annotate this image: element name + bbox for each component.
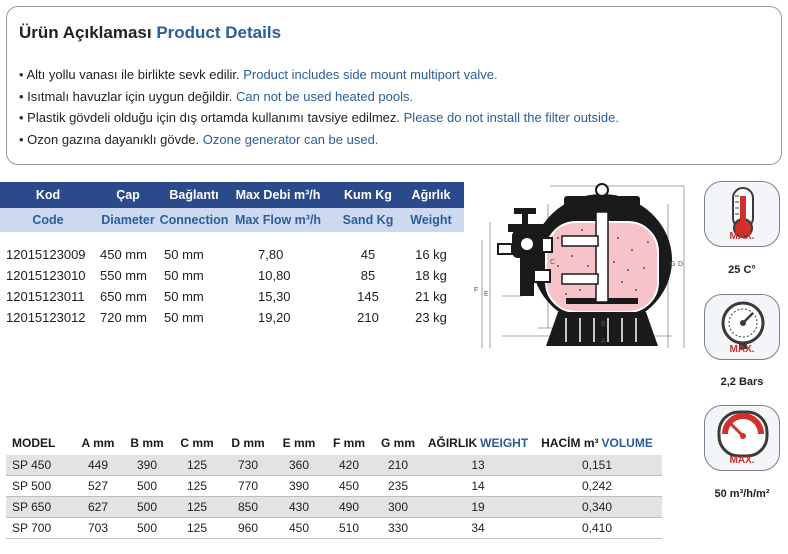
cell-b: 500 bbox=[136, 479, 158, 493]
cell-model: SP 650 bbox=[12, 500, 52, 514]
cell-volume: 0,242 bbox=[581, 479, 613, 493]
dim-label-e: E bbox=[484, 291, 489, 298]
cell-c: 125 bbox=[186, 458, 208, 472]
cell-connection: 50 mm bbox=[164, 310, 204, 325]
details-item-en: Product includes side mount multiport valve. bbox=[243, 67, 498, 82]
cell-e: 450 bbox=[288, 521, 310, 535]
cell-c: 125 bbox=[186, 521, 208, 535]
temperature-value: 25 C° bbox=[728, 264, 756, 276]
details-title-tr: Ürün Açıklaması bbox=[19, 23, 152, 42]
header-code: Code bbox=[32, 213, 64, 227]
header-d: D mm bbox=[231, 436, 265, 450]
cell-f: 450 bbox=[338, 479, 360, 493]
table-row bbox=[6, 455, 662, 476]
cell-a: 703 bbox=[87, 521, 109, 535]
cell-connection: 50 mm bbox=[164, 247, 204, 262]
pressure-value: 2,2 Bars bbox=[720, 376, 764, 388]
cell-weight: 14 bbox=[471, 479, 485, 493]
header-model: MODEL bbox=[12, 436, 56, 450]
sand-filter-diagram bbox=[462, 178, 694, 378]
cell-f: 510 bbox=[338, 521, 360, 535]
cell-d: 770 bbox=[237, 479, 259, 493]
temperature-card bbox=[704, 181, 780, 247]
filter-tank bbox=[532, 184, 672, 326]
code-table-header-en bbox=[0, 208, 464, 232]
cell-model: SP 700 bbox=[12, 521, 52, 535]
cell-connection: 50 mm bbox=[164, 289, 204, 304]
flow-value: 50 m³/h/m² bbox=[714, 488, 770, 500]
header-diameter: Diameter bbox=[101, 213, 155, 227]
cell-weight: 13 bbox=[471, 458, 485, 472]
details-item bbox=[19, 129, 619, 151]
table-row bbox=[0, 244, 464, 265]
header-connection: Connection bbox=[159, 213, 229, 227]
code-table-header-tr bbox=[0, 182, 464, 208]
details-item-tr: • Plastik gövdeli olduğu için dış ortamda kullanımı tavsiye edilmez. bbox=[19, 110, 401, 125]
cell-a: 527 bbox=[87, 479, 109, 493]
header-weight-en: WEIGHT bbox=[480, 436, 529, 450]
header-volume bbox=[534, 431, 660, 455]
table-row bbox=[0, 265, 464, 286]
dim-label-b: B bbox=[601, 321, 606, 328]
details-item bbox=[19, 64, 619, 86]
header-b: B mm bbox=[130, 436, 164, 450]
dim-label-a: A bbox=[601, 338, 606, 345]
pressure-card bbox=[704, 294, 780, 360]
header-a: A mm bbox=[81, 436, 115, 450]
cell-b: 500 bbox=[136, 500, 158, 514]
table-row bbox=[0, 286, 464, 307]
cell-g: 330 bbox=[387, 521, 409, 535]
header-baglanti: Bağlantı bbox=[169, 188, 219, 202]
multiport-valve bbox=[498, 208, 552, 296]
cell-code: 12015123010 bbox=[6, 268, 86, 283]
details-item-en: Please do not install the filter outside. bbox=[403, 110, 619, 125]
cell-connection: 50 mm bbox=[164, 268, 204, 283]
pressure-max-label: MAX. bbox=[729, 344, 755, 355]
header-e: E mm bbox=[282, 436, 316, 450]
header-weight bbox=[422, 431, 534, 455]
table-row bbox=[6, 497, 662, 518]
header-cap: Çap bbox=[116, 188, 140, 202]
cell-max-flow: 10,80 bbox=[258, 268, 291, 283]
header-weight-tr: AĞIRLIK bbox=[427, 436, 478, 450]
table-row bbox=[6, 518, 662, 539]
details-item-en: Ozone generator can be used. bbox=[202, 131, 379, 147]
dim-label-g: G bbox=[670, 261, 676, 268]
header-g: G mm bbox=[380, 436, 415, 450]
details-list bbox=[19, 64, 619, 150]
header-kod: Kod bbox=[35, 188, 61, 202]
cell-sand: 210 bbox=[357, 310, 379, 325]
header-max-flow: Max Flow m³/h bbox=[234, 213, 322, 227]
table-row bbox=[6, 476, 662, 497]
cell-g: 210 bbox=[387, 458, 409, 472]
cell-c: 125 bbox=[186, 479, 208, 493]
cell-e: 360 bbox=[288, 458, 310, 472]
cell-code: 12015123011 bbox=[6, 289, 85, 304]
flow-card bbox=[704, 405, 780, 471]
cell-max-flow: 15,30 bbox=[258, 289, 291, 304]
header-max-debi: Max Debi m³/h bbox=[235, 188, 321, 202]
cell-volume: 0,151 bbox=[581, 458, 613, 472]
cell-model: SP 500 bbox=[12, 479, 52, 493]
cell-weight: 23 kg bbox=[415, 310, 447, 325]
cell-volume: 0,410 bbox=[581, 521, 613, 535]
cell-sand: 85 bbox=[360, 268, 376, 283]
cell-f: 420 bbox=[338, 458, 360, 472]
cell-diameter: 720 mm bbox=[100, 310, 147, 325]
model-dimensions-table bbox=[6, 431, 662, 539]
dim-label-c: C bbox=[550, 259, 556, 266]
cell-b: 390 bbox=[136, 458, 158, 472]
product-code-table bbox=[0, 182, 464, 328]
temperature-max-label: MAX. bbox=[729, 231, 755, 242]
cell-f: 490 bbox=[338, 500, 360, 514]
header-c: C mm bbox=[180, 436, 214, 450]
cell-code: 12015123012 bbox=[6, 310, 86, 325]
cell-diameter: 450 mm bbox=[100, 247, 147, 262]
details-title bbox=[19, 23, 281, 43]
header-sand: Sand Kg bbox=[342, 213, 394, 227]
header-kum: Kum Kg bbox=[344, 188, 392, 202]
details-title-en: Product Details bbox=[156, 23, 282, 42]
cell-e: 390 bbox=[288, 479, 310, 493]
header-weight: Weight bbox=[410, 213, 452, 227]
details-item bbox=[19, 107, 619, 129]
cell-code: 12015123009 bbox=[6, 247, 86, 262]
details-item-en: Can not be used heated pools. bbox=[236, 88, 414, 104]
cell-e: 430 bbox=[288, 500, 310, 514]
cell-max-flow: 7,80 bbox=[258, 247, 284, 262]
dim-label-f: F bbox=[474, 287, 479, 294]
cell-model: SP 450 bbox=[12, 458, 52, 472]
header-volume-en: VOLUME bbox=[601, 436, 653, 450]
table-row bbox=[0, 307, 464, 328]
cell-weight: 16 kg bbox=[415, 247, 447, 262]
cell-volume: 0,340 bbox=[581, 500, 613, 514]
cell-diameter: 650 mm bbox=[100, 289, 147, 304]
cell-a: 627 bbox=[87, 500, 109, 514]
details-item-tr: • Ozon gazına dayanıklı gövde. bbox=[19, 131, 200, 147]
dim-label-d: D bbox=[678, 261, 684, 268]
cell-g: 300 bbox=[387, 500, 409, 514]
cell-d: 730 bbox=[237, 458, 259, 472]
cell-diameter: 550 mm bbox=[100, 268, 147, 283]
cell-max-flow: 19,20 bbox=[258, 310, 291, 325]
details-item bbox=[19, 86, 619, 108]
product-details-box bbox=[6, 6, 782, 165]
details-item-tr: • Isıtmalı havuzlar için uygun değildir. bbox=[19, 88, 233, 104]
cell-weight: 21 kg bbox=[415, 289, 447, 304]
cell-g: 235 bbox=[387, 479, 409, 493]
cell-weight: 34 bbox=[471, 521, 485, 535]
cell-d: 960 bbox=[237, 521, 259, 535]
model-table-header bbox=[6, 431, 662, 455]
cell-d: 850 bbox=[237, 500, 259, 514]
cell-weight: 19 bbox=[471, 500, 485, 514]
cell-sand: 45 bbox=[360, 247, 376, 262]
header-volume-tr: HACİM m³ bbox=[541, 436, 599, 450]
header-agirlik: Ağırlık bbox=[411, 188, 451, 202]
cell-sand: 145 bbox=[357, 289, 379, 304]
header-f: F mm bbox=[332, 436, 365, 450]
flow-max-label: MAX. bbox=[729, 455, 755, 466]
details-item-tr: • Altı yollu vanası ile birlikte sevk edilir. bbox=[19, 67, 240, 82]
cell-a: 449 bbox=[87, 458, 109, 472]
cell-c: 125 bbox=[186, 500, 208, 514]
cell-b: 500 bbox=[136, 521, 158, 535]
cell-weight: 18 kg bbox=[415, 268, 447, 283]
